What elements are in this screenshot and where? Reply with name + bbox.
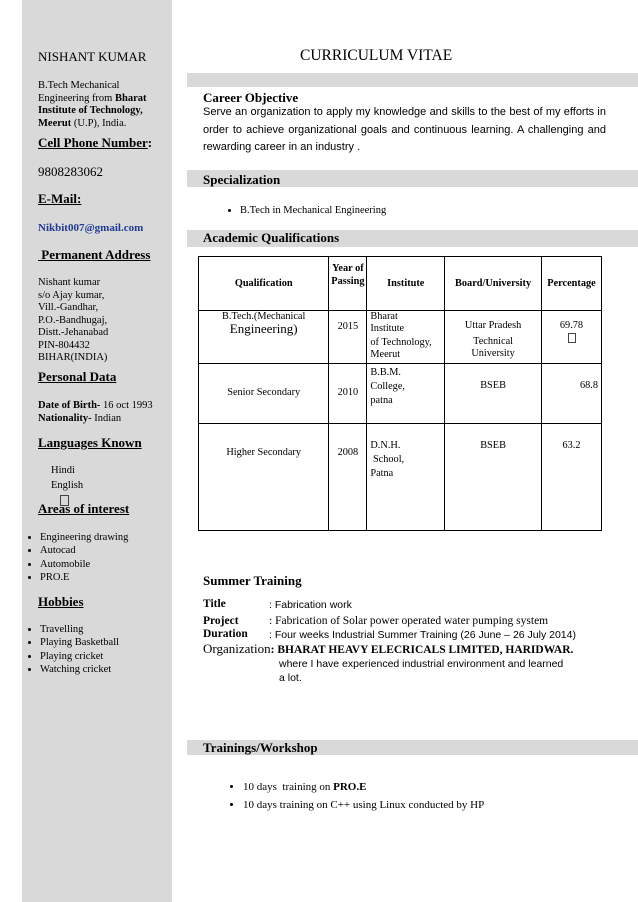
personal-data-heading: Personal Data [38,369,117,384]
cell-institute: D.N.H. School, Patna [367,424,445,531]
phone-heading: Cell Phone Number: [38,135,153,150]
cell-percentage: 69.78 [542,311,602,364]
project-label: Project [203,615,239,627]
academic-heading: Academic Qualifications [203,230,340,245]
email-heading: E-Mail: [38,191,82,206]
duration-label: Duration [203,628,248,640]
cell-year: 2015 [329,311,367,364]
cell-year: 2008 [329,424,367,531]
list-item: • 10 days training on PRO.E [243,778,484,796]
organization-note: where I have experienced industrial environment and learned a lot. [279,658,564,684]
project-value: : Fabrication of Solar power operated water pumping system [269,615,549,627]
interests-heading: Areas of interest [38,501,130,516]
header-qualification: Qualification [199,257,329,311]
career-text: Serve an organization to apply my knowledge and skills to the best of my efforts in order to achieve organizational goals and continuous learning. A challenging and rewarding career in an industry . [203,106,606,153]
personal-data: Date of Birth- 16 oct 1993 Nationality- Indian [38,400,153,424]
title-value: : Fabrication work [269,599,352,611]
header-institute: Institute [367,257,445,311]
list-item: • Travelling [40,623,119,636]
list-item: • Autocad [40,544,128,557]
table-row [199,424,602,531]
header-year: Year of Passing [329,257,367,311]
table-row [199,311,602,364]
hobbies-list [24,623,119,676]
title-label: Title [203,598,226,610]
education-summary: B.Tech Mechanical Engineering from Bharat Institute of Technology, Meerut (U.P), India. [38,80,147,129]
cell-qualification: B.Tech.(Mechanical Engineering) [199,311,329,364]
table-row [199,364,602,424]
cell-board: BSEB [445,424,542,531]
header-board: Board/University [445,257,542,311]
languages-list [51,463,83,506]
trainings-list [225,778,484,814]
career-heading: Career Objective [203,90,299,105]
section-band [187,73,638,87]
summer-training-heading: Summer Training [203,573,302,588]
list-item: • Playing Basketball [40,636,119,649]
languages-heading: Languages Known [38,435,142,450]
address-block: Nishant kumar s/o Ajay kumar, Vill.-Gandhar, P.O.-Bandhugaj, Distt.-Jehanabad PIN-804432 BIHAR(INDIA) [38,277,109,363]
cell-qualification: Senior Secondary [199,364,329,424]
address-heading: Permanent Address [38,247,151,262]
specialization-heading: Specialization [203,172,281,187]
cell-year: 2010 [329,364,367,424]
organization-value: : BHARAT HEAVY ELECRICALS LIMITED, HARIDWAR. [270,644,574,656]
table-header-row [199,257,602,311]
language-item: Hindi [51,465,75,476]
list-item: • Automobile [40,558,128,571]
cell-board: BSEB [445,364,542,424]
cell-institute: B.B.M. College, patna [367,364,445,424]
organization-label: Organization [203,641,271,656]
cell-institute: Bharat Institute of Technology, Meerut [367,311,445,364]
list-item: • PRO.E [40,571,128,584]
qualifications-table [198,256,602,531]
list-item: • Watching cricket [40,663,119,676]
language-item: English [51,480,84,491]
header-percentage: Percentage [542,257,602,311]
email-address[interactable]: Nikbit007@gmail.com [38,222,144,234]
trainings-heading: Trainings/Workshop [203,740,318,755]
interests-list [24,531,128,584]
list-item: • Playing cricket [40,650,119,663]
list-item: • B.Tech in Mechanical Engineering [240,205,386,216]
list-item: • 10 days training on C++ using Linux conducted by HP [243,796,484,814]
organization-line [203,641,573,657]
cell-percentage: 63.2 [542,424,602,531]
hobbies-heading: Hobbies [38,594,84,609]
placeholder-glyph-icon [568,333,576,343]
duration-value: : Four weeks Industrial Summer Training (26 June – 26 July 2014) [269,629,576,641]
candidate-name: NISHANT KUMAR [38,49,147,64]
cell-qualification: Higher Secondary [199,424,329,531]
cell-percentage: 68.8 [542,364,602,424]
cell-board: Uttar Pradesh Technical University [445,311,542,364]
specialization-list [224,205,386,216]
page-title: CURRICULUM VITAE [300,47,453,64]
phone-number: 9808283062 [38,164,103,179]
list-item: • Engineering drawing [40,531,128,544]
